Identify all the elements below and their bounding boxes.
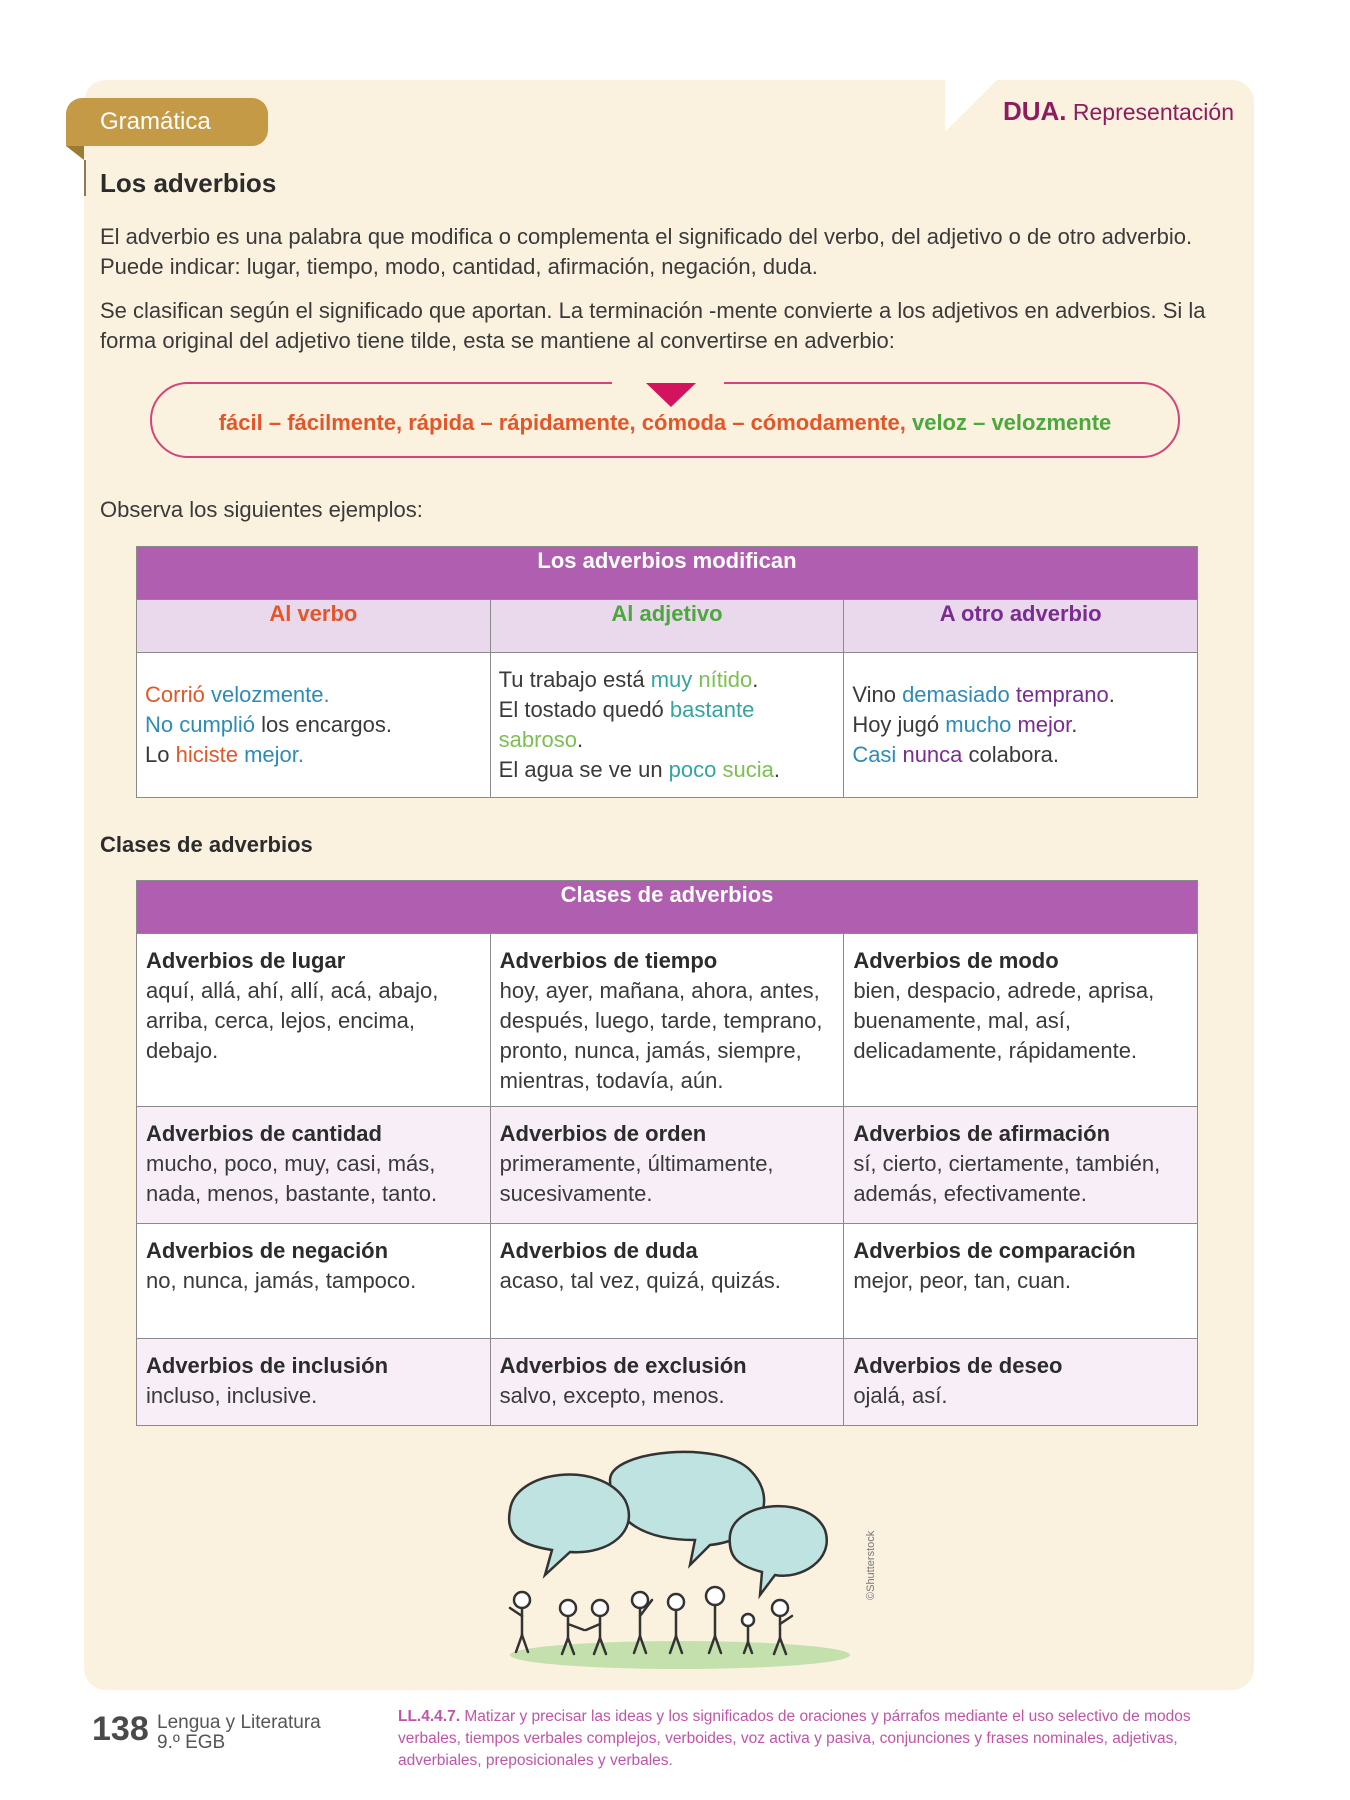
col-adjetivo: Al adjetivo [490,600,844,653]
page-title: Los adverbios [100,168,277,198]
modify-table-header: Los adverbios modifican [137,547,1198,600]
example-line: El tostado quedó bastante [498,697,755,722]
examples-adverbio [844,653,1198,798]
image-credit: ©Shutterstock [865,1530,877,1600]
example-line: No cumplió los encargos. [145,712,393,737]
class-cell: Adverbios de afirmación sí, cierto, ciertamente, también, además, efectivamente. [844,1107,1198,1224]
example-line: Tu trabajo está muy nítido. [498,667,759,692]
class-cell: Adverbios de comparación mejor, peor, tan, cuan. [844,1224,1198,1339]
class-cell: Adverbios de inclusión incluso, inclusive. [137,1339,491,1426]
section-tab [66,98,268,146]
class-cell: Adverbios de lugar aquí, allá, ahí, allí, acá, abajo, arriba, cerca, lejos, encima, debajo. [137,934,491,1107]
title-rule [84,160,86,196]
modify-table [136,546,1198,798]
page-number: 138 [92,1710,149,1748]
example-line: sabroso. [498,727,584,752]
down-triangle-icon [646,383,696,407]
panel-corner-cut [945,80,997,132]
clases-table-header: Clases de adverbios [137,881,1198,934]
subject-label: Lengua y Literatura 9.º EGB [157,1712,321,1753]
speech-bubbles-illustration [490,1440,870,1680]
example-line: Corrió velozmente. [145,682,330,707]
observa-label: Observa los siguientes ejemplos: [100,497,423,522]
curriculum-standard: LL.4.4.7. Matizar y precisar las ideas y los significados de oraciones y párrafos mediante el uso selectivo de modos verbales, tiempos verbales complejos, verboides, voz activa y pasiva, conjunciones y frases nominales, adjetivas, adverbiales, preposicionales y verbales. [398,1708,1191,1769]
class-cell: Adverbios de exclusión salvo, excepto, menos. [490,1339,844,1426]
clases-heading: Clases de adverbios [100,832,313,857]
class-cell: Adverbios de cantidad mucho, poco, muy, casi, más, nada, menos, bastante, tanto. [137,1107,491,1224]
example-line: Hoy jugó mucho mejor. [852,712,1078,737]
examples-verbo [137,653,491,798]
class-cell: Adverbios de tiempo hoy, ayer, mañana, ahora, antes, después, luego, tarde, temprano, pronto, nunca, jamás, siempre, mientras, todavía, aún. [490,934,844,1107]
intro-paragraph: El adverbio es una palabra que modifica o complementa el significado del verbo, del adjetivo o de otro adverbio. Puede indicar: lugar, tiempo, modo, cantidad, afirmación, negación, duda. [100,224,1193,279]
class-cell: Adverbios de modo bien, despacio, adrede, aprisa, buenamente, mal, así, delicadamente, rápidamente. [844,934,1198,1107]
col-adverbio: A otro adverbio [844,600,1198,653]
example-line: Casi nunca colabora. [852,742,1060,767]
col-verbo: Al verbo [137,600,491,653]
clases-table [136,880,1198,1426]
class-cell: Adverbios de deseo ojalá, así. [844,1339,1198,1426]
example-text: fácil – fácilmente, rápida – rápidamente, cómoda – cómodamente, veloz – velozmente [218,410,1112,435]
class-cell: Adverbios de negación no, nunca, jamás, tampoco. [137,1224,491,1339]
example-line: Vino demasiado temprano. [852,682,1115,707]
dua-label: DUA. Representación [1002,96,1234,126]
example-line: El agua se ve un poco sucia. [498,757,780,782]
class-cell: Adverbios de orden primeramente, últimamente, sucesivamente. [490,1107,844,1224]
examples-adjetivo [490,653,844,798]
tab-fold [66,146,84,160]
classification-paragraph: Se clasifican según el significado que aportan. La terminación -mente convierte a los adjetivos en adverbios. Si la forma original del adjetivo tiene tilde, esta se mantiene al convertirse en adverbio: [100,298,1206,353]
section-tab-label: Gramática [100,108,211,135]
example-line: Lo hiciste mejor. [145,742,304,767]
class-cell: Adverbios de duda acaso, tal vez, quizá, quizás. [490,1224,844,1339]
